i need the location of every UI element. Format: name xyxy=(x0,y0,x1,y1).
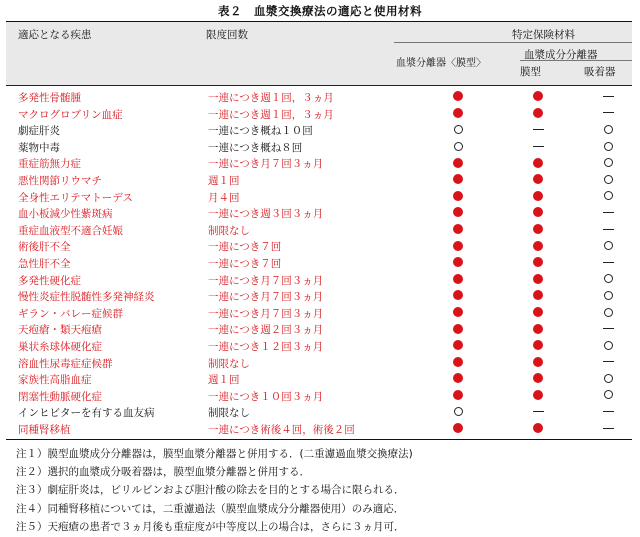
table-row xyxy=(6,121,632,138)
limit-cell: 週１回 xyxy=(208,374,240,387)
open-circle-icon xyxy=(604,390,613,399)
disease-cell: マクログロブリン血症 xyxy=(18,108,123,121)
material-cell xyxy=(438,121,478,138)
filled-circle-icon xyxy=(453,191,463,201)
table-header xyxy=(6,22,632,86)
footnote: 注３）劇症肝炎は，ビリルビンおよび胆汁酸の除去を目的とする場合に限られる． xyxy=(16,484,405,497)
dash-icon xyxy=(603,229,614,230)
filled-circle-icon xyxy=(533,340,543,350)
material-cell xyxy=(588,420,628,437)
filled-circle-icon xyxy=(533,357,543,367)
table-row xyxy=(6,420,632,437)
footnotes xyxy=(16,446,636,537)
material-cell xyxy=(438,387,478,404)
material-cell xyxy=(518,287,558,304)
material-cell xyxy=(438,271,478,288)
filled-circle-icon xyxy=(533,423,543,433)
table-row xyxy=(6,403,632,420)
table-row xyxy=(6,354,632,371)
limit-cell: 一連につき週１回，３ヵ月 xyxy=(208,92,334,104)
material-cell xyxy=(588,387,628,404)
dash-icon xyxy=(603,411,614,412)
limit-cell: 一連につき週２回３ヵ月 xyxy=(208,324,324,337)
header-membrane-type: 膜型 xyxy=(520,66,541,78)
limit-cell: 一連につき週３回３ヵ月 xyxy=(208,208,324,221)
open-circle-icon xyxy=(454,407,463,416)
material-cell xyxy=(518,354,558,371)
dash-icon xyxy=(603,96,614,97)
header-component-separator: 血漿成分分離器 xyxy=(524,49,598,61)
filled-circle-icon xyxy=(533,191,543,201)
filled-circle-icon xyxy=(533,241,543,251)
filled-circle-icon xyxy=(453,307,463,317)
header-divider xyxy=(394,42,632,43)
open-circle-icon xyxy=(604,341,613,350)
filled-circle-icon xyxy=(533,257,543,267)
header-disease: 適応となる疾患 xyxy=(18,29,92,41)
filled-circle-icon xyxy=(533,390,543,400)
disease-cell: 同種腎移植 xyxy=(18,423,71,436)
material-cell xyxy=(588,154,628,171)
filled-circle-icon xyxy=(533,158,543,168)
limit-cell: 一連につき７回 xyxy=(208,241,282,254)
open-circle-icon xyxy=(604,175,613,184)
filled-circle-icon xyxy=(453,290,463,300)
material-cell xyxy=(588,254,628,271)
table-row xyxy=(6,88,632,105)
disease-cell: 全身性エリテマトーデス xyxy=(18,191,133,204)
material-cell xyxy=(518,320,558,337)
disease-cell: 家族性高脂血症 xyxy=(18,374,92,387)
dash-icon xyxy=(603,428,614,429)
table-title: 表２ 血漿交換療法の適応と使用材料 xyxy=(218,4,422,18)
table-row xyxy=(6,171,632,188)
material-cell xyxy=(438,254,478,271)
header-insurance-materials: 特定保険材料 xyxy=(512,29,575,41)
material-cell xyxy=(518,204,558,221)
filled-circle-icon xyxy=(533,324,543,334)
filled-circle-icon xyxy=(453,274,463,284)
dash-icon xyxy=(533,146,544,147)
filled-circle-icon xyxy=(453,340,463,350)
filled-circle-icon xyxy=(533,307,543,317)
material-cell xyxy=(588,188,628,205)
disease-cell: 血小板減少性紫斑病 xyxy=(18,208,113,221)
disease-cell: 天疱瘡・類天疱瘡 xyxy=(18,324,102,337)
open-circle-icon xyxy=(454,142,463,151)
filled-circle-icon xyxy=(533,290,543,300)
material-cell xyxy=(588,138,628,155)
material-cell xyxy=(438,403,478,420)
material-cell xyxy=(588,271,628,288)
material-cell xyxy=(518,188,558,205)
table-row xyxy=(6,105,632,122)
material-cell xyxy=(588,354,628,371)
material-cell xyxy=(518,271,558,288)
filled-circle-icon xyxy=(453,423,463,433)
material-cell xyxy=(438,237,478,254)
open-circle-icon xyxy=(604,125,613,134)
limit-cell: 一連につき月７回３ヵ月 xyxy=(208,158,324,171)
table-body xyxy=(6,86,632,439)
limit-cell: 一連につき月７回３ヵ月 xyxy=(208,291,324,304)
dash-icon xyxy=(603,212,614,213)
table-row xyxy=(6,387,632,404)
limit-cell: 一連につき月７回３ヵ月 xyxy=(208,307,324,320)
material-cell xyxy=(588,337,628,354)
footnote: 注５）天疱瘡の患者で３ヵ月後も重症度が中等度以上の場合は，さらに３ヵ月可． xyxy=(16,520,405,533)
material-cell xyxy=(438,304,478,321)
table-row xyxy=(6,254,632,271)
footnote: 注４）同種腎移植については，二重濾過法（膜型血漿成分分離器使用）のみ適応． xyxy=(16,502,405,515)
open-circle-icon xyxy=(604,374,613,383)
material-cell xyxy=(438,420,478,437)
material-cell xyxy=(438,171,478,188)
open-circle-icon xyxy=(604,308,613,317)
disease-cell: 劇症肝炎 xyxy=(18,125,60,138)
disease-cell: インヒビターを有する血友病 xyxy=(18,407,155,420)
filled-circle-icon xyxy=(453,158,463,168)
material-cell xyxy=(438,88,478,105)
filled-circle-icon xyxy=(453,174,463,184)
filled-circle-icon xyxy=(453,91,463,101)
filled-circle-icon xyxy=(453,357,463,367)
material-cell xyxy=(588,204,628,221)
disease-cell: 術後肝不全 xyxy=(18,241,71,254)
limit-cell: 一連につき週１回，３ヵ月 xyxy=(208,108,334,121)
footnote: 注２）選択的血漿成分吸着器は，膜型血漿分離器と併用する． xyxy=(16,466,310,479)
disease-cell: 多発性硬化症 xyxy=(18,274,81,287)
dash-icon xyxy=(603,262,614,263)
material-cell xyxy=(438,105,478,122)
material-cell xyxy=(518,121,558,138)
disease-cell: 多発性骨髄腫 xyxy=(18,92,81,104)
material-cell xyxy=(438,221,478,238)
disease-cell: 溶血性尿毒症症候群 xyxy=(18,357,113,370)
open-circle-icon xyxy=(454,125,463,134)
disease-cell: 悪性関節リウマチ xyxy=(18,174,102,187)
table-row xyxy=(6,188,632,205)
material-cell xyxy=(438,354,478,371)
material-cell xyxy=(438,204,478,221)
limit-cell: 一連につき１０回３ヵ月 xyxy=(208,390,324,403)
filled-circle-icon xyxy=(533,108,543,118)
material-cell xyxy=(518,105,558,122)
limit-cell: 一連につき７回 xyxy=(208,257,282,270)
material-cell xyxy=(518,370,558,387)
filled-circle-icon xyxy=(533,174,543,184)
limit-cell: 週１回 xyxy=(208,174,240,187)
material-cell xyxy=(438,287,478,304)
material-cell xyxy=(438,138,478,155)
material-cell xyxy=(588,370,628,387)
material-cell xyxy=(588,304,628,321)
table-row xyxy=(6,221,632,238)
disease-cell: 薬物中毒 xyxy=(18,141,60,154)
material-cell xyxy=(588,403,628,420)
filled-circle-icon xyxy=(533,373,543,383)
dash-icon xyxy=(533,411,544,412)
header-subdivider xyxy=(520,60,632,61)
open-circle-icon xyxy=(604,191,613,200)
table-row xyxy=(6,204,632,221)
limit-cell: 一連につき１２回３ヵ月 xyxy=(208,340,324,353)
disease-cell: 重症筋無力症 xyxy=(18,158,81,171)
material-cell xyxy=(518,387,558,404)
material-cell xyxy=(588,287,628,304)
open-circle-icon xyxy=(604,274,613,283)
header-adsorber: 吸着器 xyxy=(584,66,616,78)
limit-cell: 一連につき月７回３ヵ月 xyxy=(208,274,324,287)
filled-circle-icon xyxy=(533,91,543,101)
material-cell xyxy=(518,420,558,437)
footnote: 注１）膜型血漿成分分離器は，膜型血漿分離器と併用する．(二重濾過血漿交換療法) xyxy=(16,448,413,460)
disease-cell: 重症血液型不適合妊娠 xyxy=(18,224,123,237)
limit-cell: 一連につき概ね８回 xyxy=(208,141,303,154)
table-row xyxy=(6,237,632,254)
material-cell xyxy=(588,105,628,122)
table-row xyxy=(6,304,632,321)
disease-cell: 慢性炎症性脱髄性多発神経炎 xyxy=(18,291,155,304)
header-limit: 限度回数 xyxy=(206,29,248,41)
dash-icon xyxy=(603,328,614,329)
material-cell xyxy=(438,320,478,337)
disease-cell: 急性肝不全 xyxy=(18,257,71,270)
filled-circle-icon xyxy=(533,207,543,217)
material-cell xyxy=(438,337,478,354)
dash-icon xyxy=(603,361,614,362)
material-cell xyxy=(518,138,558,155)
indication-table xyxy=(6,21,632,440)
material-cell xyxy=(518,403,558,420)
disease-cell: 閉塞性動脈硬化症 xyxy=(18,390,102,403)
material-cell xyxy=(518,337,558,354)
limit-cell: 月４回 xyxy=(208,191,240,204)
filled-circle-icon xyxy=(533,224,543,234)
filled-circle-icon xyxy=(453,390,463,400)
limit-cell: 制限なし xyxy=(208,407,250,420)
material-cell xyxy=(518,171,558,188)
limit-cell: 制限なし xyxy=(208,357,250,370)
filled-circle-icon xyxy=(453,373,463,383)
material-cell xyxy=(588,121,628,138)
header-membrane-separator: 血漿分離器〈膜型〉 xyxy=(396,58,486,69)
table-row xyxy=(6,287,632,304)
table-row xyxy=(6,337,632,354)
table-row xyxy=(6,138,632,155)
material-cell xyxy=(588,320,628,337)
filled-circle-icon xyxy=(453,207,463,217)
open-circle-icon xyxy=(604,158,613,167)
limit-cell: 一連につき術後４回，術後２回 xyxy=(208,423,355,436)
filled-circle-icon xyxy=(533,274,543,284)
disease-cell: ギラン・バレー症候群 xyxy=(18,307,123,320)
filled-circle-icon xyxy=(453,224,463,234)
table-row xyxy=(6,154,632,171)
limit-cell: 一連につき概ね１０回 xyxy=(208,125,313,138)
filled-circle-icon xyxy=(453,241,463,251)
table-row xyxy=(6,320,632,337)
open-circle-icon xyxy=(604,291,613,300)
material-cell xyxy=(518,154,558,171)
table-row xyxy=(6,370,632,387)
limit-cell: 制限なし xyxy=(208,224,250,237)
material-cell xyxy=(438,370,478,387)
open-circle-icon xyxy=(604,142,613,151)
material-cell xyxy=(438,154,478,171)
dash-icon xyxy=(533,129,544,130)
material-cell xyxy=(518,304,558,321)
material-cell xyxy=(518,237,558,254)
material-cell xyxy=(588,221,628,238)
material-cell xyxy=(588,237,628,254)
material-cell xyxy=(518,221,558,238)
material-cell xyxy=(518,88,558,105)
filled-circle-icon xyxy=(453,108,463,118)
material-cell xyxy=(588,171,628,188)
disease-cell: 巣状糸球体硬化症 xyxy=(18,340,102,353)
material-cell xyxy=(588,88,628,105)
table-row xyxy=(6,271,632,288)
dash-icon xyxy=(603,112,614,113)
open-circle-icon xyxy=(604,241,613,250)
material-cell xyxy=(518,254,558,271)
filled-circle-icon xyxy=(453,324,463,334)
material-cell xyxy=(438,188,478,205)
filled-circle-icon xyxy=(453,257,463,267)
